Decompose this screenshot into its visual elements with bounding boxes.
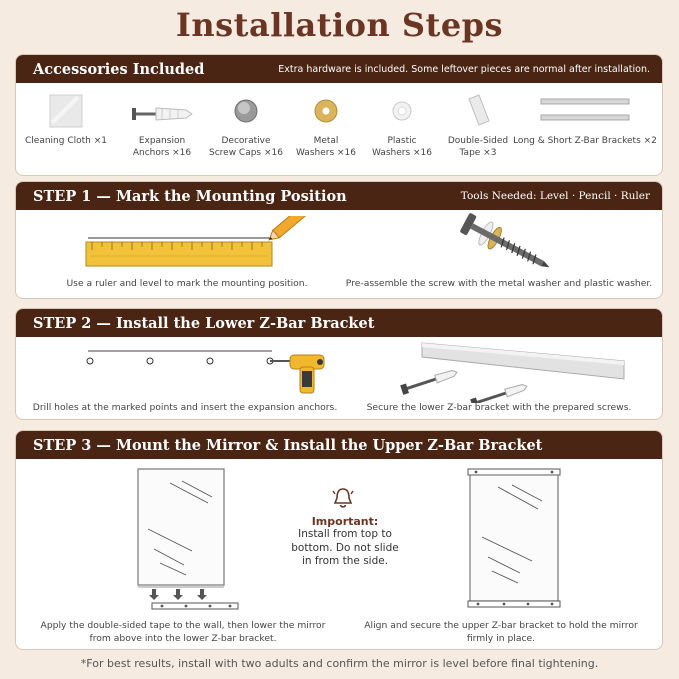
accessories-card (15, 54, 663, 176)
step2-title: STEP 2 — Install the Lower Z-Bar Bracket (33, 314, 375, 332)
step2-card (15, 308, 663, 420)
plastic-washer-icon (391, 100, 413, 122)
important-line-1: Install from top to (298, 528, 392, 540)
step3-card (15, 430, 663, 650)
step1-header (16, 182, 662, 210)
metal-washer-icon (313, 98, 339, 124)
screw-washer-illustration (454, 212, 564, 278)
mirror-upper-bracket-illustration (448, 465, 568, 613)
drill-holes-illustration (76, 345, 346, 399)
expansion-anchor-icon (130, 99, 194, 129)
bell-alert-icon (330, 485, 356, 511)
step1-tools: Tools Needed: Level · Pencil · Ruler (460, 190, 650, 202)
step1-card (15, 181, 663, 299)
ruler-pencil-illustration (76, 216, 326, 272)
important-note (280, 515, 410, 569)
step3-caption-right: Align and secure the upper Z-bar bracket to hold the mirror firmly in place. (364, 620, 638, 644)
important-line-2: bottom. Do not slide (291, 541, 399, 554)
double-sided-tape-icon (463, 93, 493, 127)
page-title: Installation Steps (175, 6, 504, 44)
step3-header (16, 431, 662, 459)
cleaning-cloth-icon (48, 93, 84, 129)
step1-caption-right: Pre-assemble the screw with the metal washer and plastic washer. (345, 278, 653, 289)
step3-caption-left: Apply the double-sided tape to the wall, then lower the mirror from above into the lower Z-bar bracket. (40, 620, 326, 644)
accessories-header (16, 55, 662, 83)
step2-caption-left: Drill holes at the marked points and insert the expansion anchors. (32, 402, 338, 413)
screw-cap-icon (232, 97, 260, 125)
z-bar-bracket-icon (537, 95, 633, 125)
lower-bracket-illustration (396, 339, 636, 403)
step1-caption-left: Use a ruler and level to mark the mounting position. (66, 278, 308, 289)
important-title: Important: (311, 515, 379, 528)
accessories-title: Accessories Included (33, 60, 205, 78)
step2-header (16, 309, 662, 337)
accessories-note: Extra hardware is included. Some leftover pieces are normal after installation. (278, 63, 650, 75)
footer-note: *For best results, install with two adults and confirm the mirror is level before final tightening. (80, 657, 599, 670)
step1-title: STEP 1 — Mark the Mounting Position (33, 187, 347, 205)
mirror-lowering-illustration (134, 467, 254, 615)
step2-caption-right: Secure the lower Z-bar bracket with the prepared screws. (366, 402, 632, 413)
accessories-row: Cleaning Cloth ×1 Expansion Anchors ×16 Decorative Screw Caps ×16 Metal Washers ×16 Plastic Washers ×16 Double-Sided Tape ×3 Long & Short Z-Bar Brackets ×2 (16, 83, 662, 176)
important-line-3: in from the side. (301, 555, 389, 567)
step3-title: STEP 3 — Mount the Mirror & Install the Upper Z-Bar Bracket (33, 436, 543, 454)
